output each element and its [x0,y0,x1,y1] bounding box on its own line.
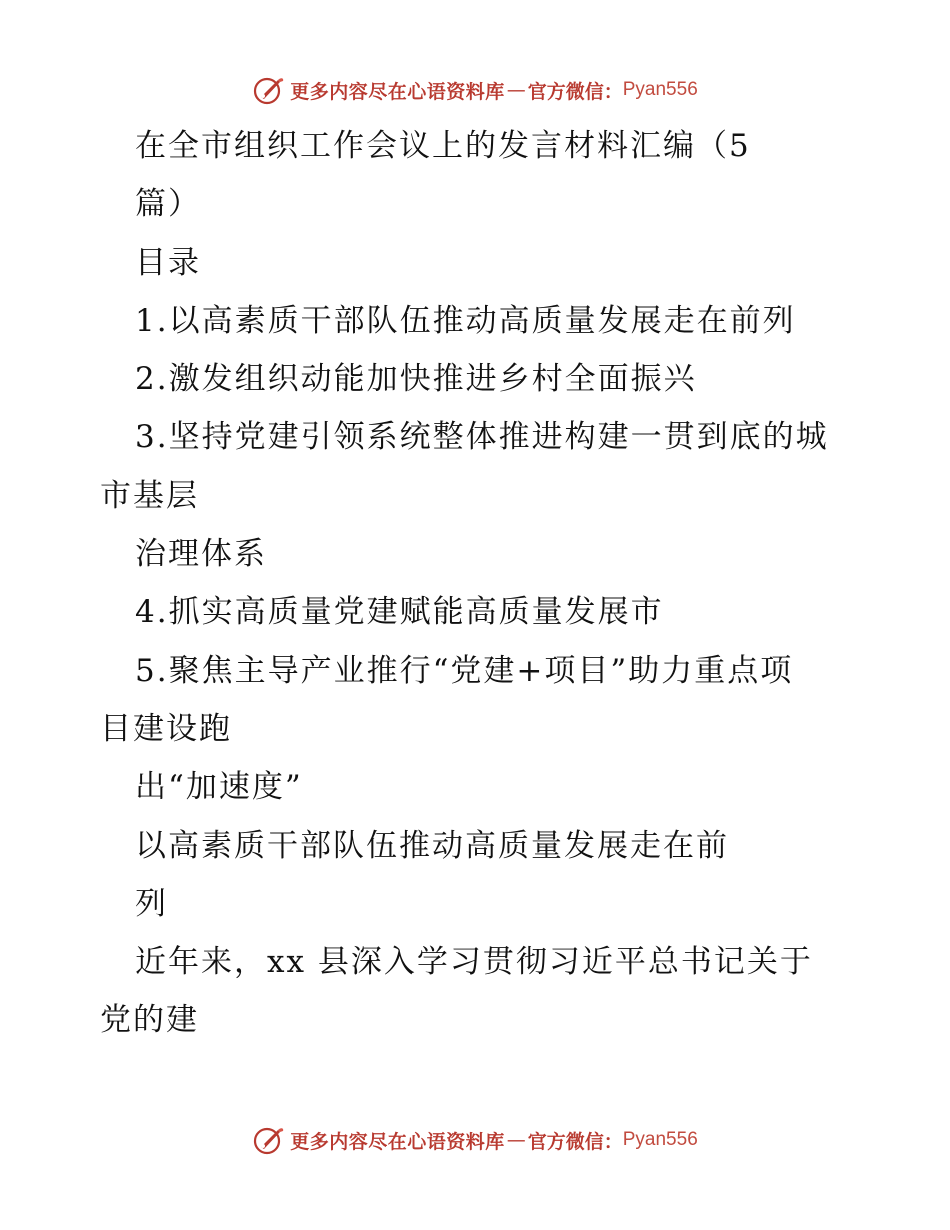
document-line: 市基层 [100,477,199,514]
footer-wechat-label: 官方微信： [527,1130,623,1153]
document-line: 党的建 [100,1002,199,1039]
document-line: 1.以高素质干部队伍推动高质量发展走在前列 [135,302,796,339]
document-line: 出“加速度” [135,769,303,806]
footer-watermark-text: 更多内容尽在心语资料库 [290,1130,505,1153]
footer-watermark [0,1120,950,1160]
quill-logo-icon [252,1123,286,1157]
document-line: 目建设跑 [100,710,232,747]
quill-logo-icon [252,73,286,107]
document-line: 治理体系 [135,536,267,573]
document-line: 以高素质干部队伍推动高质量发展走在前 [135,827,729,864]
document-body [100,117,860,1050]
header-wechat-label: 官方微信： [527,80,623,103]
document-line: 篇） [135,186,201,223]
document-line: 2.激发组织动能加快推进乡村全面振兴 [135,361,697,398]
document-line: 4.抓实高质量党建赋能高质量发展市 [135,594,664,631]
document-line: 3.坚持党建引领系统整体推进构建一贯到底的城 [135,419,829,456]
header-watermark-text: 更多内容尽在心语资料库 [290,80,505,103]
document-line: 5.聚焦主导产业推行“党建+项目”助力重点项 [135,652,794,689]
document-line: 在全市组织工作会议上的发言材料汇编（5 [135,128,751,164]
document-line: 近年来，xx 县深入学习贯彻习近平总书记关于 [135,944,813,981]
document-line: 列 [135,885,168,922]
footer-watermark-separator: — [506,1129,526,1151]
document-line: 目录 [135,244,201,281]
footer-wechat-id: Pyan556 [622,1129,698,1150]
header-watermark-separator: — [506,79,526,101]
header-wechat-id: Pyan556 [622,79,698,100]
header-watermark [0,70,950,110]
